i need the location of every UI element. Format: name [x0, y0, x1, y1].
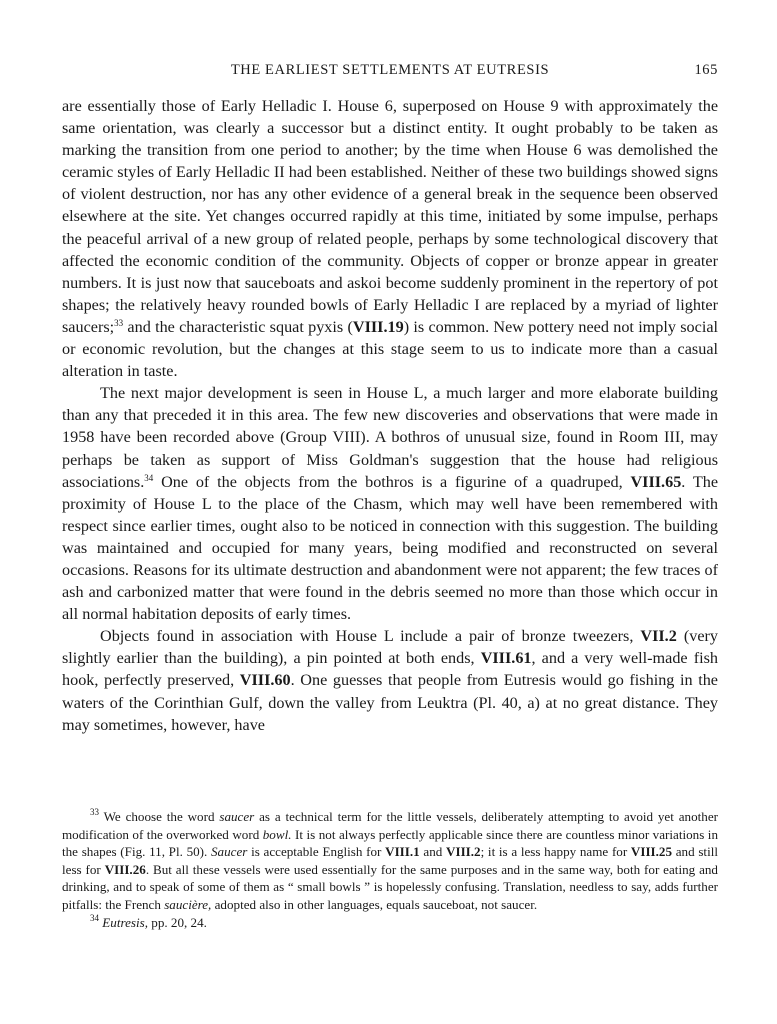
footnote-text: adopted also in other languages, equals sauceboat, not saucer.: [211, 896, 538, 912]
catalogue-ref: VIII.61: [480, 649, 532, 668]
paragraph-3-text-d: . One guesses that people from Eutresis would go fishing in the waters of the Corinthian Gulf, down the valley from Leuktra (Pl. 40, a) at no great distance. They may sometimes, however, have: [62, 671, 718, 734]
paragraph-3-text-b: (very slightly earlier than the building), a pin pointed at both ends,: [62, 627, 718, 668]
paragraph-2-text-b: One of the objects from the bothros is a figurine of a quadruped,: [153, 472, 631, 491]
paragraph-3-text: Objects found in association with House L include a pair of bronze tweezers,: [100, 627, 641, 646]
footnote-text: It is not always perfectly applicable since there are countless minor variations in the shapes (Fig. 11, Pl. 50).: [62, 826, 718, 860]
catalogue-ref: VIII.2: [446, 844, 481, 860]
paragraph-1-text-c: ) is common. New pottery need not imply social or economic revolution, but the changes at this stage seem to us to indicate more than a casual alteration in taste.: [62, 317, 718, 381]
running-header: [62, 62, 718, 82]
italic-term: Eutresis,: [102, 914, 148, 930]
paragraph-3-text-c: , and a very well-made fish hook, perfectly preserved,: [62, 649, 718, 690]
footnote-text: We choose the word: [99, 809, 220, 824]
footnote-text: . But all these vessels were used essentially for the same purposes and in the same way, both for eating and drinking, and to speak of some of them as “ small bowls ” is hopelessly confusing. Translation, needless to say, adds further pitfalls: the French: [62, 861, 718, 912]
catalogue-ref: VIII.19: [352, 317, 404, 336]
paragraph-1-text-b: and the characteristic squat pyxis (: [123, 317, 353, 336]
footnote-text: and: [419, 844, 447, 860]
italic-term: saucière,: [164, 896, 212, 912]
footnote-text: is acceptable English for: [247, 844, 386, 860]
footnote-33: [62, 808, 718, 914]
footnote-text: pp. 20, 24.: [148, 914, 207, 930]
catalogue-ref: VIII.60: [239, 671, 291, 690]
footnote-number: 33: [90, 807, 99, 817]
catalogue-ref: VIII.25: [630, 844, 673, 860]
paragraph-2: [62, 382, 718, 625]
footnotes: [62, 808, 718, 931]
footnote-text: and still less for: [62, 844, 718, 877]
catalogue-ref: VII.2: [640, 627, 677, 646]
page-number: 165: [694, 62, 718, 78]
paragraph-2-text-c: . The proximity of House L to the place of the Chasm, which may well have been remembered with respect since earlier times, ought also to be noticed in connection with this suggestion. The building was maintained and occupied for many years, being modified and reconstructed on several occasions. Reasons for its ultimate destruction and abandonment were not apparent; the few traces of ash and carbonized matter that were found in the debris seemed no more than those which occur in all normal habitation deposits of early times.: [62, 472, 719, 624]
running-title: THE EARLIEST SETTLEMENTS AT EUTRESIS: [230, 62, 550, 78]
italic-term: Saucer: [211, 844, 248, 860]
footnote-number: 34: [90, 912, 99, 923]
paragraph-1: [62, 95, 718, 382]
italic-term: saucer: [219, 809, 255, 824]
catalogue-ref: VIII.26: [104, 861, 146, 877]
footnote-text: ; it is a less happy name for: [480, 844, 631, 860]
paragraph-2-text: The next major development is seen in House L, a much larger and more elaborate building than any that preceded it in this area. The few new discoveries and observations that were made in 1958 have been recorded above (Group VIII). A bothros of unusual size, found in Room III, may perhaps be taken as support of Miss Goldman's suggestion that the house had religious associations.: [62, 384, 718, 491]
footnote-ref-33: 33: [114, 317, 124, 328]
catalogue-ref: VIII.1: [385, 844, 420, 860]
footnote-ref-34: 34: [144, 472, 154, 483]
footnote-34: [62, 914, 718, 932]
catalogue-ref: VIII.65: [630, 472, 682, 491]
footnote-text: as a technical term for the little vessels, deliberately attempting to avoid yet another modification of the overworked word: [62, 809, 718, 842]
paragraph-1-text: are essentially those of Early Helladic I. House 6, superposed on House 9 with approximately the same orientation, was clearly a successor but a distinct entity. It ought probably to be taken as marking the transition from one period to another; by the time when House 6 was demolished the ceramic styles of Early Helladic II had been established. Neither of these two buildings showed signs of violent destruction, nor has any other evidence of a general break in the sequence been observed elsewhere at the site. Yet changes occurred rapidly at this time, initiated by some impulse, perhaps the peaceful arrival of a new group of related people, perhaps by some technological discovery that affected the economic condition of the community. Objects of copper or bronze appear in greater numbers. It is just now that sauceboats and askoi become suddenly prominent in the repertory of pot shapes; the relatively heavy rounded bowls of Early Helladic I are replaced by a myriad of lighter saucers;: [62, 97, 718, 336]
italic-term: bowl.: [262, 826, 292, 842]
main-text: [62, 95, 718, 736]
paragraph-3: [62, 625, 718, 735]
